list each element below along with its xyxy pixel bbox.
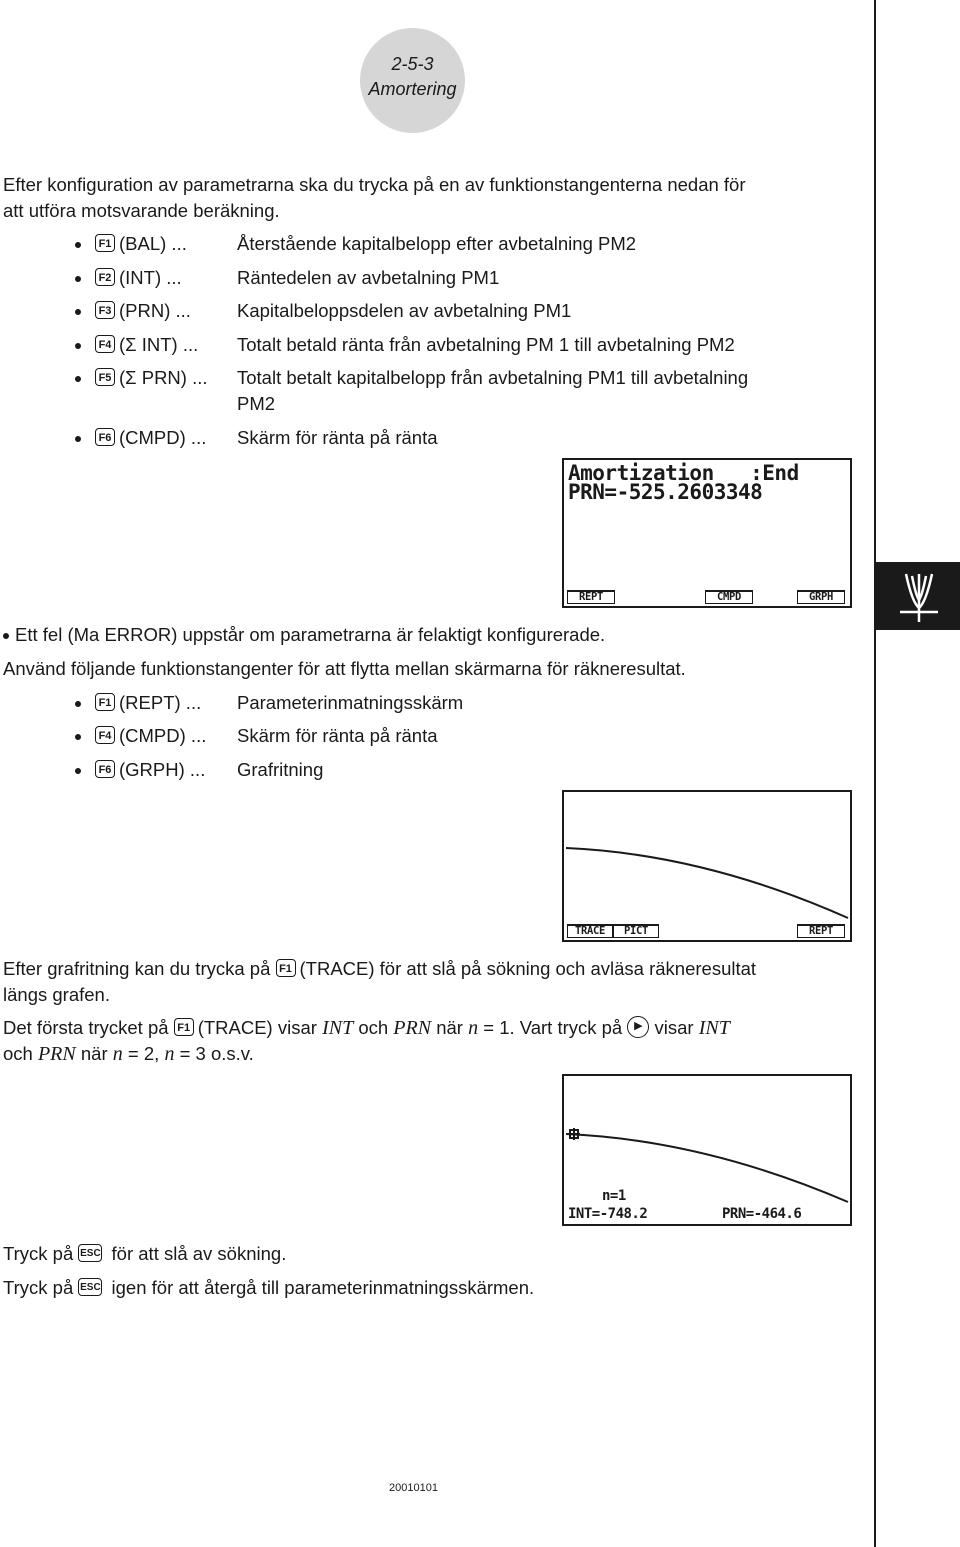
amortization-curve	[566, 848, 848, 918]
function-item-f3: F3 (PRN) ...	[75, 298, 191, 324]
page-number-badge	[360, 28, 465, 133]
right-arrow-key-icon: ▶	[627, 1016, 649, 1038]
function-desc-f6: Skärm för ränta på ränta	[237, 427, 438, 448]
nav-desc-f4: Skärm för ränta på ränta	[237, 725, 438, 746]
section-title: Amortering	[368, 79, 457, 99]
f4-key-icon: F4	[95, 726, 115, 744]
f2-key-icon: F2	[95, 268, 115, 286]
function-item-f2: F2 (INT) ...	[75, 265, 182, 291]
trace-para2-line-2: och PRN när n = 2, n = 3 o.s.v.	[3, 1043, 254, 1065]
function-desc-f5-cont: PM2	[237, 393, 276, 414]
softkey-pict: PICT	[613, 924, 659, 938]
function-desc-f1: Återstående kapitalbelopp efter avbetalning PM2	[237, 233, 637, 254]
function-desc-f5: Totalt betalt kapitalbelopp från avbetalning PM1 till avbetalning	[237, 367, 749, 388]
chapter-tab	[876, 562, 960, 630]
nav-item-f6: F6 (GRPH) ...	[75, 757, 205, 783]
trace-cursor-icon	[568, 1128, 580, 1140]
f6-key-icon: F6	[95, 428, 115, 446]
calculator-screen-result	[562, 458, 852, 608]
trace-para-line-2: längs grafen.	[3, 984, 110, 1005]
f1-key-icon: F1	[174, 1018, 194, 1036]
bullet	[75, 343, 81, 349]
softkey-cmpd: CMPD	[705, 590, 753, 604]
bullet	[75, 701, 81, 707]
softkey-rept: REPT	[797, 924, 845, 938]
nav-intro: Använd följande funktionstangenter för att flytta mellan skärmarna för räkneresultat.	[3, 658, 686, 679]
nav-desc-f1: Parameterinmatningsskärm	[237, 692, 464, 713]
trace-para2-line-1: Det första trycket på F1 (TRACE) visar INT och PRN när n = 1. Vart tryck på ▶ visar INT	[3, 1017, 730, 1039]
bullet	[75, 768, 81, 774]
trace-para-line-1: Efter grafritning kan du trycka på F1 (TRACE) för att slå på sökning och avläsa räkneresultat	[3, 958, 757, 979]
function-desc-f2: Räntedelen av avbetalning PM1	[237, 267, 500, 288]
bullet	[75, 276, 81, 282]
bullet	[75, 436, 81, 442]
calculator-screen-graph	[562, 790, 852, 942]
esc-line-2: Tryck på ESC igen för att återgå till parameterinmatningsskärmen.	[3, 1277, 535, 1298]
bullet	[75, 376, 81, 382]
function-item-f5: F5 (Σ PRN) ...	[75, 365, 208, 391]
nav-item-f4: F4 (CMPD) ...	[75, 723, 206, 749]
trace-prn-value: PRN=-464.6	[722, 1206, 802, 1222]
f1-key-icon: F1	[95, 693, 115, 711]
softkey-grph: GRPH	[797, 590, 845, 604]
graph-icon	[876, 562, 960, 630]
function-desc-f3: Kapitalbeloppsdelen av avbetalning PM1	[237, 300, 572, 321]
intro-line-2: att utföra motsvarande beräkning.	[3, 200, 280, 221]
f5-key-icon: F5	[95, 368, 115, 386]
esc-line-1: Tryck på ESC för att slå av sökning.	[3, 1243, 287, 1264]
intro-line-1: Efter konfiguration av parametrarna ska du trycka på en av funktionstangenterna nedan för	[3, 174, 746, 195]
f1-key-icon: F1	[95, 234, 115, 252]
f6-key-icon: F6	[95, 760, 115, 778]
bullet	[3, 633, 9, 639]
trace-n-value: n=1	[602, 1188, 626, 1204]
function-item-f1: F1 (BAL) ...	[75, 231, 187, 257]
softkey-rept: REPT	[567, 590, 615, 604]
nav-item-f1: F1 (REPT) ...	[75, 690, 201, 716]
bullet	[75, 734, 81, 740]
esc-key-icon: ESC	[78, 1278, 102, 1296]
f4-key-icon: F4	[95, 335, 115, 353]
page-number: 2-5-3	[391, 54, 434, 74]
function-item-f4: F4 (Σ INT) ...	[75, 332, 198, 358]
margin-rule	[874, 0, 876, 1547]
function-desc-f4: Totalt betald ränta från avbetalning PM 1 till avbetalning PM2	[237, 334, 735, 355]
function-item-f6: F6 (CMPD) ...	[75, 425, 206, 451]
nav-desc-f6: Grafritning	[237, 759, 324, 780]
screen-line-1: Amortization :End	[568, 461, 799, 485]
graph-plot	[564, 792, 850, 940]
f3-key-icon: F3	[95, 301, 115, 319]
footer-code: 20010101	[389, 1482, 438, 1494]
screen-line-2: PRN=-525.2603348	[568, 480, 763, 504]
error-note: Ett fel (Ma ERROR) uppstår om parametrarna är felaktigt konfigurerade.	[3, 622, 605, 648]
esc-key-icon: ESC	[78, 1244, 102, 1262]
bullet	[75, 242, 81, 248]
calculator-screen-trace	[562, 1074, 852, 1226]
bullet	[75, 309, 81, 315]
softkey-trace: TRACE	[567, 924, 613, 938]
f1-key-icon: F1	[276, 959, 296, 977]
trace-int-value: INT=-748.2	[568, 1206, 648, 1222]
